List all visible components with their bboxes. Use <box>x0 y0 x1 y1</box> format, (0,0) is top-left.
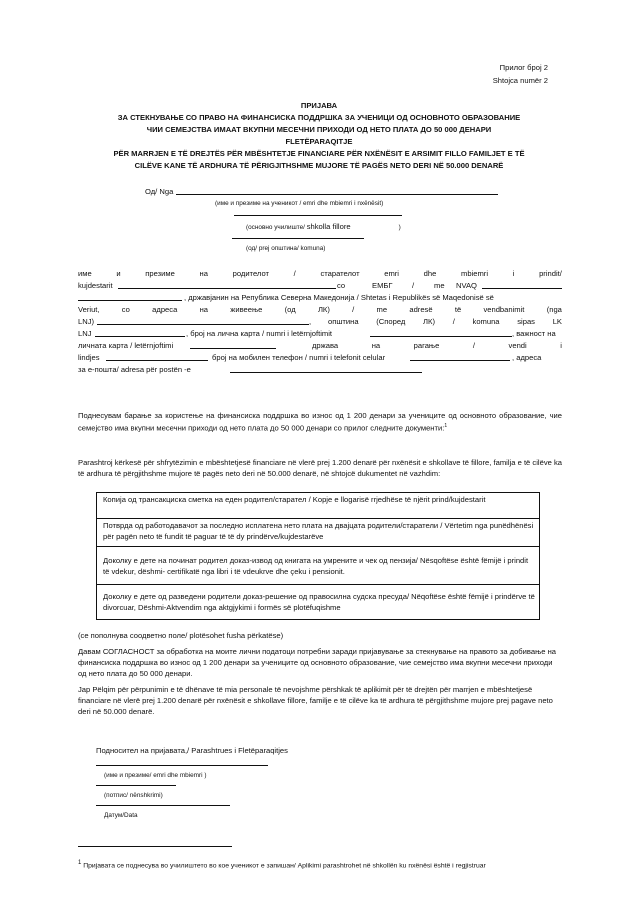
document-row[interactable]: Копија од трансакциска сметка на еден родител/старател / Kopje e llogarisë rrjedhëse të njërit prind/kujdestarit <box>97 493 539 519</box>
submitter-label: Подносител на пријавата,/ Parashtrues i Fletëparaqitjes <box>96 746 288 755</box>
municipality-caption: (од/ prej општина/ komuna) <box>246 245 326 252</box>
citizen-line: , државјанин на Република Северна Македонија / Shtetas i Republikës së Maqedonisë së <box>184 293 494 302</box>
embg-field-b[interactable] <box>78 300 182 301</box>
parent-name-field[interactable] <box>118 288 336 289</box>
attachment-number-mk: Прилог број 2 <box>499 63 548 72</box>
student-name-field[interactable] <box>176 194 498 195</box>
footnote: $^1$ Пријавата се поднесува во училиштето во кое ученикот е запишан/ Aplikimi parashtrohet në shkollën ku nxënësi është i regjistruar <box>78 860 486 870</box>
id-number-field[interactable] <box>370 336 512 337</box>
title-mk: ПРИЈАВА <box>300 101 338 110</box>
request-mk: Поднесувам барање за користење на финансиска поддршка во износ од 1 200 денари за учениците од основното образование, чие семејство има вкупни месечни приходи од нето плата до 50 000 денари со прилог следните документи:$^1$ <box>78 411 562 433</box>
municipality-line: општина (Според ЛК) / komuna sipas LK <box>328 317 562 326</box>
parent-line-2a: kujdestarit <box>78 281 113 290</box>
title-mk-line3: ЧИИ СЕМЕЈСТВА ИМААТ ВКУПНИ МЕСЕЧНИ ПРИХОДИ ОД НЕТО ПЛАТА ДО 50 000 ДЕНАРИ <box>146 125 492 134</box>
municipality-field-2[interactable] <box>95 336 185 337</box>
footnote-divider <box>78 846 232 847</box>
embg-field-a[interactable] <box>482 288 562 289</box>
submitter-name-caption: (име и презиме/ emri dhe mbiemri ) <box>104 772 207 779</box>
school-caption: (основно училиште/ shkolla fillore ) <box>246 222 401 231</box>
consent-mk: Давам СОГЛАСНОСТ за обработка на моите лични податоци потребни заради пријавување за стекнување на правото за добивање на финансиска поддршка во износ од 1 200 денари за учениците од основното образование, чие семејство има вкупни месечни приходи од нето плата до 50 000 денари. <box>78 647 556 679</box>
email-field[interactable] <box>230 372 422 373</box>
document-row[interactable]: Доколку е дете на починат родител доказ-извод од книгата на умрените и чек од пензија/ Nësqoftëse është fëmijë i prindit të vdekur, dëshmi- certifikatë nga libri i të vdeukrve dhe çeku i pensionit. <box>97 547 539 585</box>
signature-field[interactable] <box>96 785 176 786</box>
birth-country-field[interactable] <box>106 360 208 361</box>
document-row[interactable]: Доколку е дете од разведени родители доказ-решение од правосилна судска пресуда/ Nëqoftëse është fëmijë i prindërve të divorcuar, Dëshmi-Aktvendim nga aktgjykimi i formës së plotëfuqishme <box>103 592 535 612</box>
parent-line-1: име и презиме на родителот / старателот emri dhe mbiemri i prindit/ <box>78 269 562 278</box>
date-label: Датум/Data <box>104 812 138 819</box>
attachment-number-sq: Shtojca numër 2 <box>492 76 548 85</box>
address-field[interactable] <box>97 324 309 325</box>
document-row[interactable]: Потврда од работодавачот за последно исплатена нето плата на двајцата родители/старатели / Vërtetim nga punëdhënësi për pagën neto të fundit të paguar të të dy prindërve/kujdestarëve <box>97 519 539 547</box>
parent-line-4: Veriut, со адреса на живеење (од ЛК) / me adresë të vendbanimit (nga <box>78 305 562 314</box>
consent-sq: Jap Pëlqim për përpunimin e të dhënave të mia personale të nevojshme përshkak të aplikimit për të drejtën për marrjen e mbështetjesë financiare në vlerë prej 1.200 denarë për nxënësit e shkollave fillore, familje e të cilëve ka të ardhura të përgjithshme mujore prej pagave neto deri në 50.000 denarë. <box>78 685 553 717</box>
phone-field[interactable] <box>410 360 510 361</box>
title-sq-line2: PËR MARRJEN E TË DREJTËS PËR MBËSHTETJE FINANCIARE PËR NXËNËSIT E ARSIMIT FILLO FAMILJET E TË <box>113 149 525 158</box>
submitter-name-field[interactable] <box>96 765 268 766</box>
municipality-field[interactable] <box>232 238 364 239</box>
student-name-caption: (име и презиме на ученикот / emri dhe mbiemri i nxënësit) <box>215 200 384 207</box>
title-sq: FLETËPARAQITJE <box>285 137 353 146</box>
title-sq-line3: CILËVE KANE TË ARDHURA TË PËRIGJITHSHME MUJORE TË PAGËS NETO DERI NË 50.000 DENARË <box>134 161 504 170</box>
signature-caption: (потпис/ nënshkrimi) <box>104 792 163 799</box>
birth-country-line: држава на рагање / vendi i <box>312 341 562 350</box>
id-validity-field[interactable] <box>190 348 276 349</box>
fill-note: (се пополнува соодветно поле/ plotësohet fusha përkatëse) <box>78 631 284 640</box>
request-sq: Parashtroj kërkesë për shfrytëzimin e mbështetjesë financiare në vlerë prej 1.200 denarë për nxënësit e shkollave të fillore, familja e të cilëve ka të ardhura të përgjithshme mujore të pagës neto deri në 50.000 denarë, në shtojcë dukumentet në vazhdim: <box>78 458 562 479</box>
documents-table <box>96 492 540 620</box>
from-label: Од/ Nga <box>145 187 174 196</box>
date-field[interactable] <box>96 805 230 806</box>
school-field[interactable] <box>234 215 402 216</box>
title-mk-line2: ЗА СТЕКНУВАЊЕ СО ПРАВО НА ФИНАНСИСКА ПОДДРШКА ЗА УЧЕНИЦИ ОД ОСНОВНОТО ОБРАЗОВАНИЕ <box>117 113 521 122</box>
